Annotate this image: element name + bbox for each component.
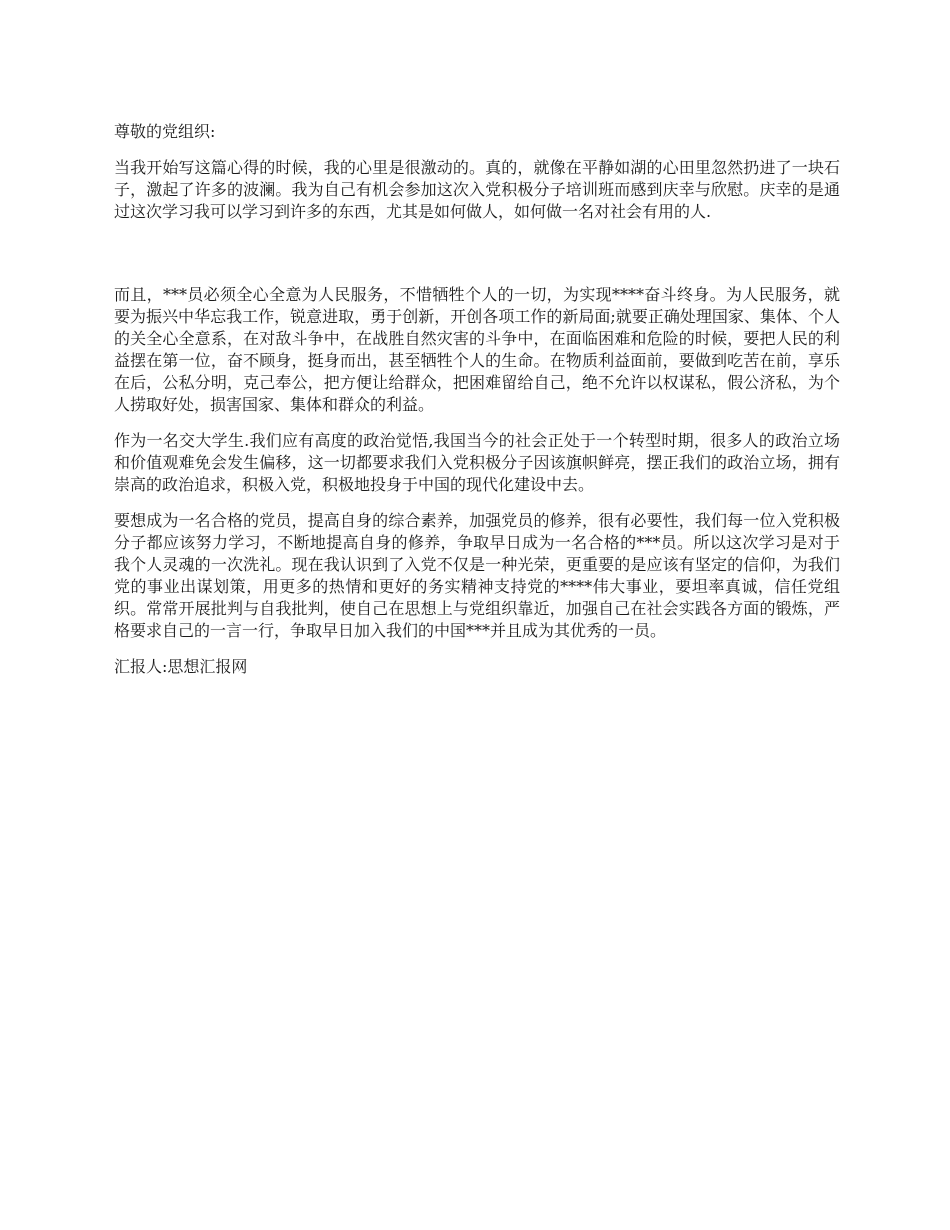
document-body <box>114 121 840 678</box>
signature: 汇报人:思想汇报网 <box>114 657 248 676</box>
blank-gap <box>114 237 840 284</box>
paragraph-4: 要想成为一名合格的党员，提高自身的综合素养，加强党员的修养，很有必要性，我们每一位入党积极分子都应该努力学习，不断地提高自身的修养，争取早日成为一名合格的***员。所以这次学习是对于我个人灵魂的一次洗礼。现在我认识到了入党不仅是一种光荣，更重要的是应该有坚定的信仰，为我们党的事业出谋划策，用更多的热情和更好的务实精神支持党的****伟大事业，要坦率真诚，信任党组织。常常开展批判与自我批判，使自己在思想上与党组织靠近，加强自己在社会实践各方面的锻炼，严格要求自己的一言一行，争取早日加入我们的中国***并且成为其优秀的一员。 <box>114 511 840 640</box>
paragraph-2: 而且，***员必须全心全意为人民服务，不惜牺牲个人的一切，为实现****奋斗终身。为人民服务，就要为振兴中华忘我工作，锐意进取，勇于创新，开创各项工作的新局面;就要正确处理国家、集体、个人的关全心全意系，在对敌斗争中，在战胜自然灾害的斗争中，在面临困难和危险的时候，要把人民的利益摆在第一位，奋不顾身，挺身而出，甚至牺牲个人的生命。在物质利益面前，要做到吃苦在前，享乐在后，公私分明，克己奉公，把方便让给群众，把困难留给自己，绝不允许以权谋私，假公济私，为个人捞取好处，损害国家、集体和群众的利益。 <box>114 285 840 414</box>
greeting: 尊敬的党组织: <box>114 122 216 141</box>
paragraph-3: 作为一名交大学生.我们应有高度的政治觉悟,我国当今的社会正处于一个转型时期，很多人的政治立场和价值观难免会发生偏移，这一切都要求我们入党积极分子因该旗帜鲜亮，摆正我们的政治立场，拥有崇高的政治追求，积极入党，积极地投身于中国的现代化建设中去。 <box>114 431 840 494</box>
paragraph-1: 当我开始写这篇心得的时候，我的心里是很激动的。真的，就像在平静如湖的心田里忽然扔进了一块石子，激起了许多的波澜。我为自己有机会参加这次入党积极分子培训班而感到庆幸与欣慰。庆幸的是通过这次学习我可以学习到许多的东西，尤其是如何做人，如何做一名对社会有用的人. <box>114 158 840 221</box>
